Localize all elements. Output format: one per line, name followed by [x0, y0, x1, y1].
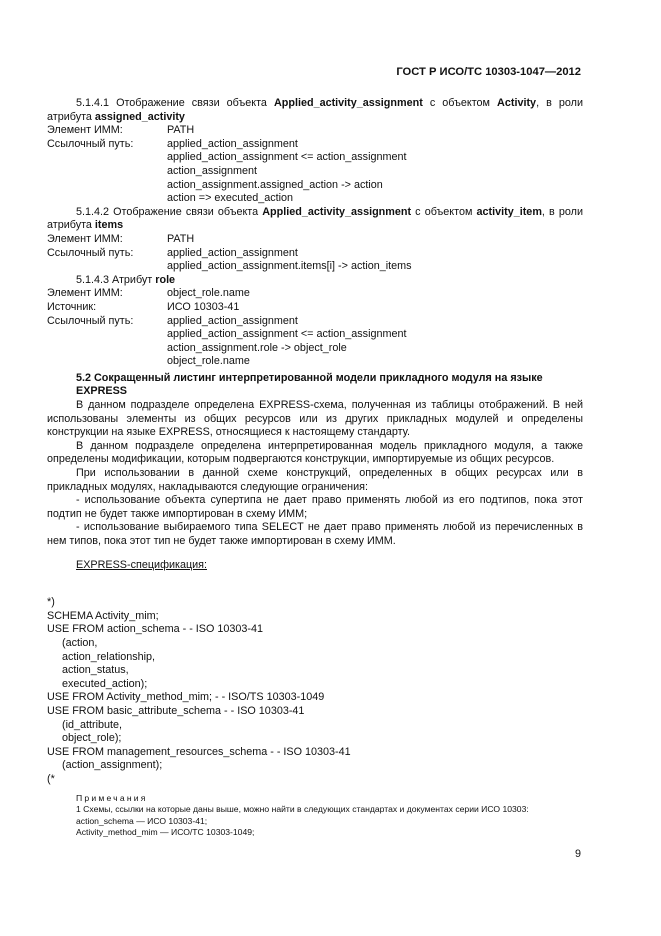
reference-path-line: object_role.name: [167, 355, 250, 368]
reference-path-row: Ссылочный путь: applied_action_assignment: [47, 137, 298, 150]
code-line: USE FROM action_schema - - ISO 10303-41: [47, 623, 264, 636]
reference-path-row: Ссылочный путь: applied_action_assignment: [47, 314, 298, 327]
note-block: [47, 793, 583, 839]
code-line: USE FROM Activity_method_mim; - - ISO/TS 10303-1049: [47, 691, 325, 704]
page-content: [47, 97, 583, 839]
reference-path-line: applied_action_assignment <= action_assignment: [167, 151, 407, 164]
document-header: ГОСТ Р ИСО/ТС 10303-1047—2012: [396, 66, 581, 78]
paragraph: При использовании в данной схеме конструкций, определенных в общих ресурсах или в прикладных модулях, накладываются следующие ограничения:: [47, 467, 583, 493]
section-5-2-heading: 5.2 Сокращенный листинг интерпретированной модели прикладного модуля на языке EXPRESS: [76, 371, 543, 398]
reference-path-line: applied_action_assignment.items[i] -> action_items: [167, 260, 412, 273]
reference-path-line: action_assignment.assigned_action -> action: [167, 178, 383, 191]
express-spec-label: EXPRESS-спецификация:: [76, 558, 208, 571]
paragraph: - использование объекта супертипа не дает право применять любой из его подтипов, пока этот подтип не будет также импортирован в схему ИММ;: [47, 494, 583, 520]
reference-path-line: action_assignment.role -> object_role: [167, 341, 347, 354]
clause-5-1-4-2-title: 5.1.4.2 Отображение связи объекта Applied_activity_assignment с объектом activity_item, в роли атрибута items: [47, 205, 583, 232]
clause-5-1-4-3-title: 5.1.4.3 Атрибут role: [76, 273, 176, 286]
code-line: USE FROM basic_attribute_schema - - ISO 10303-41: [47, 704, 305, 717]
express-code-block: [47, 596, 583, 786]
code-line: (action,: [62, 636, 98, 649]
reference-path-line: action_assignment: [167, 164, 258, 177]
code-line: USE FROM management_resources_schema - - ISO 10303-41: [47, 745, 351, 758]
mim-element-row: Элемент ИММ: PATH: [47, 232, 195, 245]
code-line: (action_assignment);: [62, 759, 163, 772]
code-line: executed_action);: [62, 677, 148, 690]
reference-path-line: applied_action_assignment <= action_assignment: [167, 328, 407, 341]
page-number: 9: [574, 848, 581, 860]
code-line: action_status,: [62, 664, 129, 677]
code-line: (*: [47, 772, 55, 785]
note-reference: Activity_method_mim — ИСО/ТС 10303-1049;: [76, 827, 255, 838]
reference-path-line: action => executed_action: [167, 192, 294, 205]
mim-element-row: Элемент ИММ: object_role.name: [47, 287, 250, 300]
mim-element-row: Элемент ИММ: PATH: [47, 124, 195, 137]
note-item: 1 Схемы, ссылки на которые даны выше, можно найти в следующих стандартах и документах серии ИСО 10303:: [76, 804, 529, 815]
code-line: SCHEMA Activity_mim;: [47, 609, 159, 622]
code-line: object_role);: [62, 732, 122, 745]
code-line: (id_attribute,: [62, 718, 123, 731]
code-line: action_relationship,: [62, 650, 156, 663]
code-line: *): [47, 596, 55, 609]
note-reference: action_schema — ИСО 10303-41;: [76, 815, 208, 826]
note-label: Примечания: [76, 792, 148, 803]
reference-path-row: Ссылочный путь: applied_action_assignment: [47, 246, 298, 259]
source-row: Источник: ИСО 10303-41: [47, 300, 240, 313]
clause-5-1-4-1-title: 5.1.4.1 Отображение связи объекта Applied_activity_assignment с объектом Activity, в роли атрибута assigned_activity: [47, 97, 584, 123]
paragraph: - использование выбираемого типа SELECT не дает право применять любой из перечисленных в нем типов, пока этот тип не будет также импортирован в схему ИММ.: [47, 521, 583, 547]
paragraph: В данном подразделе определена EXPRESS-схема, полученная из таблицы отображений. В ней использованы элементы из общих ресурсов или из других прикладных модулей и определены конструкции на языке EXPRESS, относящиеся к настоящему стандарту.: [47, 399, 583, 439]
paragraph: В данном подразделе определена интерпретированная модель прикладного модуля, а также определены модификации, которым подвергаются конструкции, импортируемые из общих ресурсов.: [47, 439, 583, 466]
